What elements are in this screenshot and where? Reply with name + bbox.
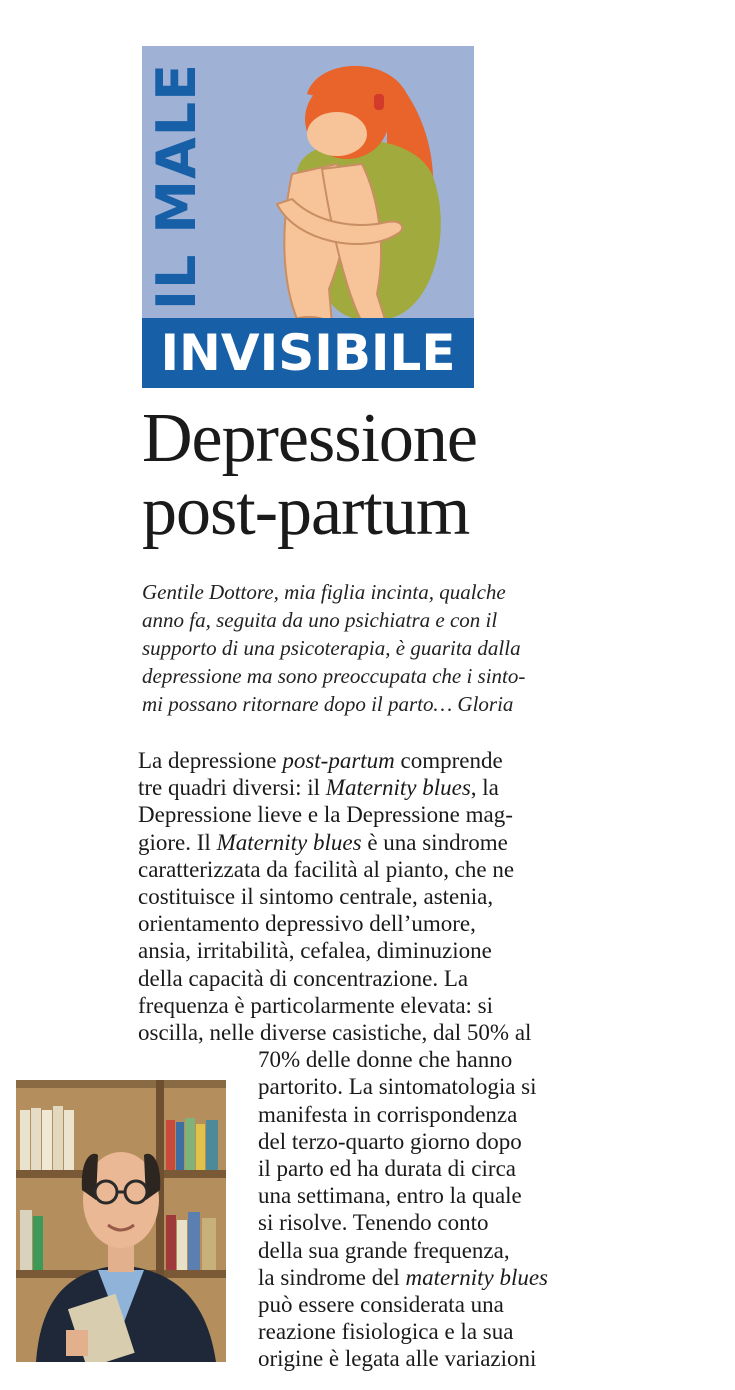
reader-letter [142, 578, 602, 718]
woman-hugging-knees-illustration [237, 54, 447, 344]
logo-vertical-text [142, 46, 212, 326]
title-line-1: Depressione [142, 400, 478, 477]
body-line: si risolve. Tenendo conto [258, 1210, 489, 1236]
body-line: della sua grande frequenza, [258, 1237, 510, 1263]
body-line: manifesta in corrispondenza [258, 1101, 518, 1127]
letter-line: supporto di una psicoterapia, è guarita dalla [142, 636, 521, 660]
body-line: oscilla, nelle diverse casistiche, dal 50% al [138, 1020, 532, 1046]
body-line: ansia, irritabilità, cefalea, diminuzione [138, 938, 492, 964]
article-title [142, 402, 477, 548]
body-line: tre quadri diversi: il Maternity blues, la [138, 775, 499, 801]
body-line: della capacità di concentrazione. La [138, 965, 469, 991]
body-line: del terzo-quarto giorno dopo [258, 1128, 522, 1154]
logo-invisibile-bar: INVISIBILE [142, 318, 474, 388]
logo-il-male-text: IL MALE [145, 62, 209, 310]
letter-line: anno fa, seguita da uno psichiatra e con il [142, 608, 498, 632]
letter-line: mi possano ritornare dopo il parto… Gloria [142, 692, 514, 716]
column-logo [142, 46, 474, 388]
body-line: può essere considerata una [258, 1292, 504, 1318]
body-line: frequenza è particolarmente elevata: si [138, 992, 494, 1018]
body-line: orientamento depressivo dell’umore, [138, 911, 476, 937]
body-line: 70% delle donne che hanno [258, 1047, 513, 1073]
body-line: La depressione post-partum comprende [138, 748, 503, 773]
body-line: la sindrome del maternity blues [258, 1264, 548, 1290]
title-line-2: post-partum [142, 473, 470, 550]
body-line: una settimana, entro la quale [258, 1183, 522, 1209]
body-line: origine è legata alle variazioni [258, 1346, 537, 1372]
author-portrait-photo [16, 1080, 226, 1362]
body-line: reazione fisiologica e la sua [258, 1319, 514, 1345]
body-line: giore. Il Maternity blues è una sindrome [138, 829, 508, 855]
body-line: partorito. La sintomatologia si [258, 1074, 537, 1100]
body-line: Depressione lieve e la Depressione mag- [138, 802, 513, 828]
letter-line: depressione ma sono preoccupata che i sinto- [142, 664, 526, 688]
letter-line: Gentile Dottore, mia figlia incinta, qualche [142, 580, 506, 604]
author-photo [16, 1080, 226, 1362]
body-line: costituisce il sintomo centrale, astenia, [138, 884, 494, 910]
body-line: il parto ed ha durata di circa [258, 1156, 516, 1182]
body-line: caratterizzata da facilità al pianto, che ne [138, 856, 515, 882]
